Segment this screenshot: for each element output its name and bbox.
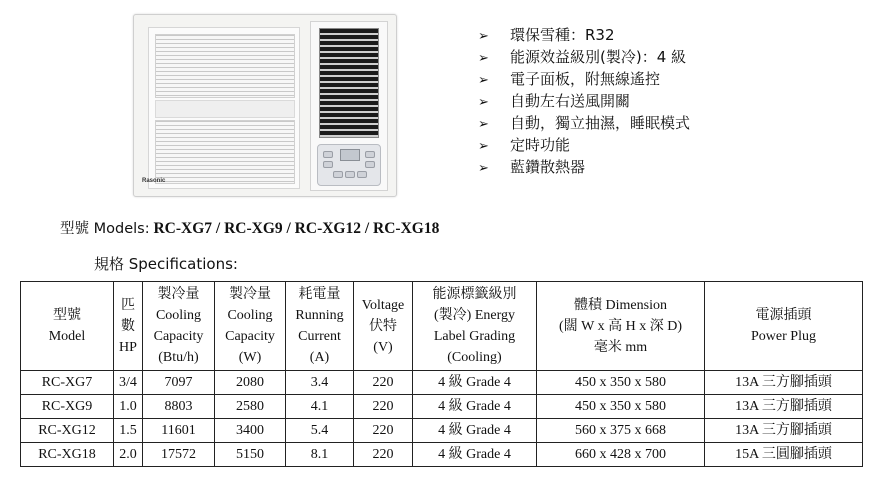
- column-header-hp: 匹 數 HP: [114, 282, 143, 371]
- feature-item: [478, 46, 690, 68]
- ac-middle-panel: [155, 100, 295, 118]
- cell-cooling-w: 3400: [215, 419, 286, 443]
- feature-text: 定時功能: [510, 136, 571, 154]
- specifications-table: [20, 281, 863, 467]
- column-header-model: 型號 Model: [21, 282, 114, 371]
- cell-cooling-w: 2580: [215, 395, 286, 419]
- feature-item: [478, 24, 690, 46]
- models-label: 型號 Models:: [60, 221, 150, 237]
- ac-button: [357, 171, 367, 178]
- feature-item: [478, 112, 690, 134]
- cell-power-plug: 15A 三圓腳插頭: [705, 443, 863, 467]
- cell-model: RC-XG7: [21, 371, 114, 395]
- arrow-bullet-icon: ➢: [478, 139, 489, 154]
- feature-text: 能源效益級別(製冷)：4 級: [510, 48, 687, 66]
- air-conditioner-image: [133, 14, 397, 197]
- ac-button: [365, 151, 375, 158]
- cell-model: RC-XG12: [21, 419, 114, 443]
- cell-energy-grade: 4 級 Grade 4: [413, 371, 537, 395]
- arrow-bullet-icon: ➢: [478, 95, 489, 110]
- cell-voltage: 220: [354, 395, 413, 419]
- feature-list: [478, 24, 690, 178]
- arrow-bullet-icon: ➢: [478, 117, 489, 132]
- ac-display: [340, 149, 360, 161]
- cell-cooling-btu: 11601: [143, 419, 215, 443]
- table-header-row: [21, 282, 863, 371]
- column-header-power-plug: 電源插頭 Power Plug: [705, 282, 863, 371]
- brand-logo: Rasonic: [142, 178, 166, 184]
- ac-button: [365, 161, 375, 168]
- cell-power-plug: 13A 三方腳插頭: [705, 395, 863, 419]
- cell-power-plug: 13A 三方腳插頭: [705, 371, 863, 395]
- feature-item: [478, 156, 690, 178]
- cell-dimension: 450 x 350 x 580: [537, 395, 705, 419]
- cell-dimension: 660 x 428 x 700: [537, 443, 705, 467]
- ac-louver-panel: [148, 27, 300, 189]
- cell-hp: 1.0: [114, 395, 143, 419]
- specifications-heading: 規格 Specifications:: [94, 255, 238, 273]
- column-header-dimension: 體積 Dimension (闊 W x 高 H x 深 D) 毫米 mm: [537, 282, 705, 371]
- cell-voltage: 220: [354, 419, 413, 443]
- ac-control-panel: [317, 144, 381, 186]
- cell-energy-grade: 4 級 Grade 4: [413, 395, 537, 419]
- cell-current: 3.4: [286, 371, 354, 395]
- ac-button: [323, 151, 333, 158]
- column-header-energy-label: 能源標籤級別 (製冷) Energy Label Grading (Cooling): [413, 282, 537, 371]
- table-row: [21, 443, 863, 467]
- cell-current: 4.1: [286, 395, 354, 419]
- ac-button: [345, 171, 355, 178]
- cell-dimension: 450 x 350 x 580: [537, 371, 705, 395]
- ac-button: [323, 161, 333, 168]
- feature-item: [478, 90, 690, 112]
- column-header-cooling-btu: 製冷量 Cooling Capacity (Btu/h): [143, 282, 215, 371]
- column-header-cooling-w: 製冷量 Cooling Capacity (W): [215, 282, 286, 371]
- table-row: [21, 371, 863, 395]
- arrow-bullet-icon: ➢: [478, 29, 489, 44]
- cell-hp: 1.5: [114, 419, 143, 443]
- arrow-bullet-icon: ➢: [478, 73, 489, 88]
- column-header-current: 耗電量 Running Current (A): [286, 282, 354, 371]
- feature-text: 環保雪種：R32: [510, 26, 615, 44]
- cell-cooling-btu: 8803: [143, 395, 215, 419]
- feature-text: 電子面板，附無線遙控: [510, 70, 661, 88]
- cell-cooling-w: 2080: [215, 371, 286, 395]
- ac-intake-grille: [319, 28, 379, 138]
- feature-text: 自動左右送風開關: [510, 92, 631, 110]
- arrow-bullet-icon: ➢: [478, 51, 489, 66]
- cell-current: 8.1: [286, 443, 354, 467]
- ac-control-side: [310, 21, 388, 191]
- table-row: [21, 419, 863, 443]
- cell-model: RC-XG18: [21, 443, 114, 467]
- feature-item: [478, 68, 690, 90]
- cell-cooling-w: 5150: [215, 443, 286, 467]
- feature-text: 自動，獨立抽濕，睡眠模式: [510, 114, 691, 132]
- ac-button: [333, 171, 343, 178]
- cell-dimension: 560 x 375 x 668: [537, 419, 705, 443]
- cell-voltage: 220: [354, 371, 413, 395]
- cell-hp: 2.0: [114, 443, 143, 467]
- ac-upper-louver: [155, 34, 295, 98]
- arrow-bullet-icon: ➢: [478, 161, 489, 176]
- cell-energy-grade: 4 級 Grade 4: [413, 419, 537, 443]
- cell-voltage: 220: [354, 443, 413, 467]
- column-header-voltage: Voltage 伏特 (V): [354, 282, 413, 371]
- table-row: [21, 395, 863, 419]
- cell-cooling-btu: 7097: [143, 371, 215, 395]
- models-heading: [60, 217, 439, 238]
- cell-power-plug: 13A 三方腳插頭: [705, 419, 863, 443]
- cell-current: 5.4: [286, 419, 354, 443]
- feature-text: 藍鑽散熱器: [510, 158, 586, 176]
- cell-cooling-btu: 17572: [143, 443, 215, 467]
- feature-item: [478, 134, 690, 156]
- cell-energy-grade: 4 級 Grade 4: [413, 443, 537, 467]
- ac-lower-louver: [155, 120, 295, 184]
- cell-hp: 3/4: [114, 371, 143, 395]
- models-value: RC-XG7 / RC-XG9 / RC-XG12 / RC-XG18: [153, 220, 440, 237]
- cell-model: RC-XG9: [21, 395, 114, 419]
